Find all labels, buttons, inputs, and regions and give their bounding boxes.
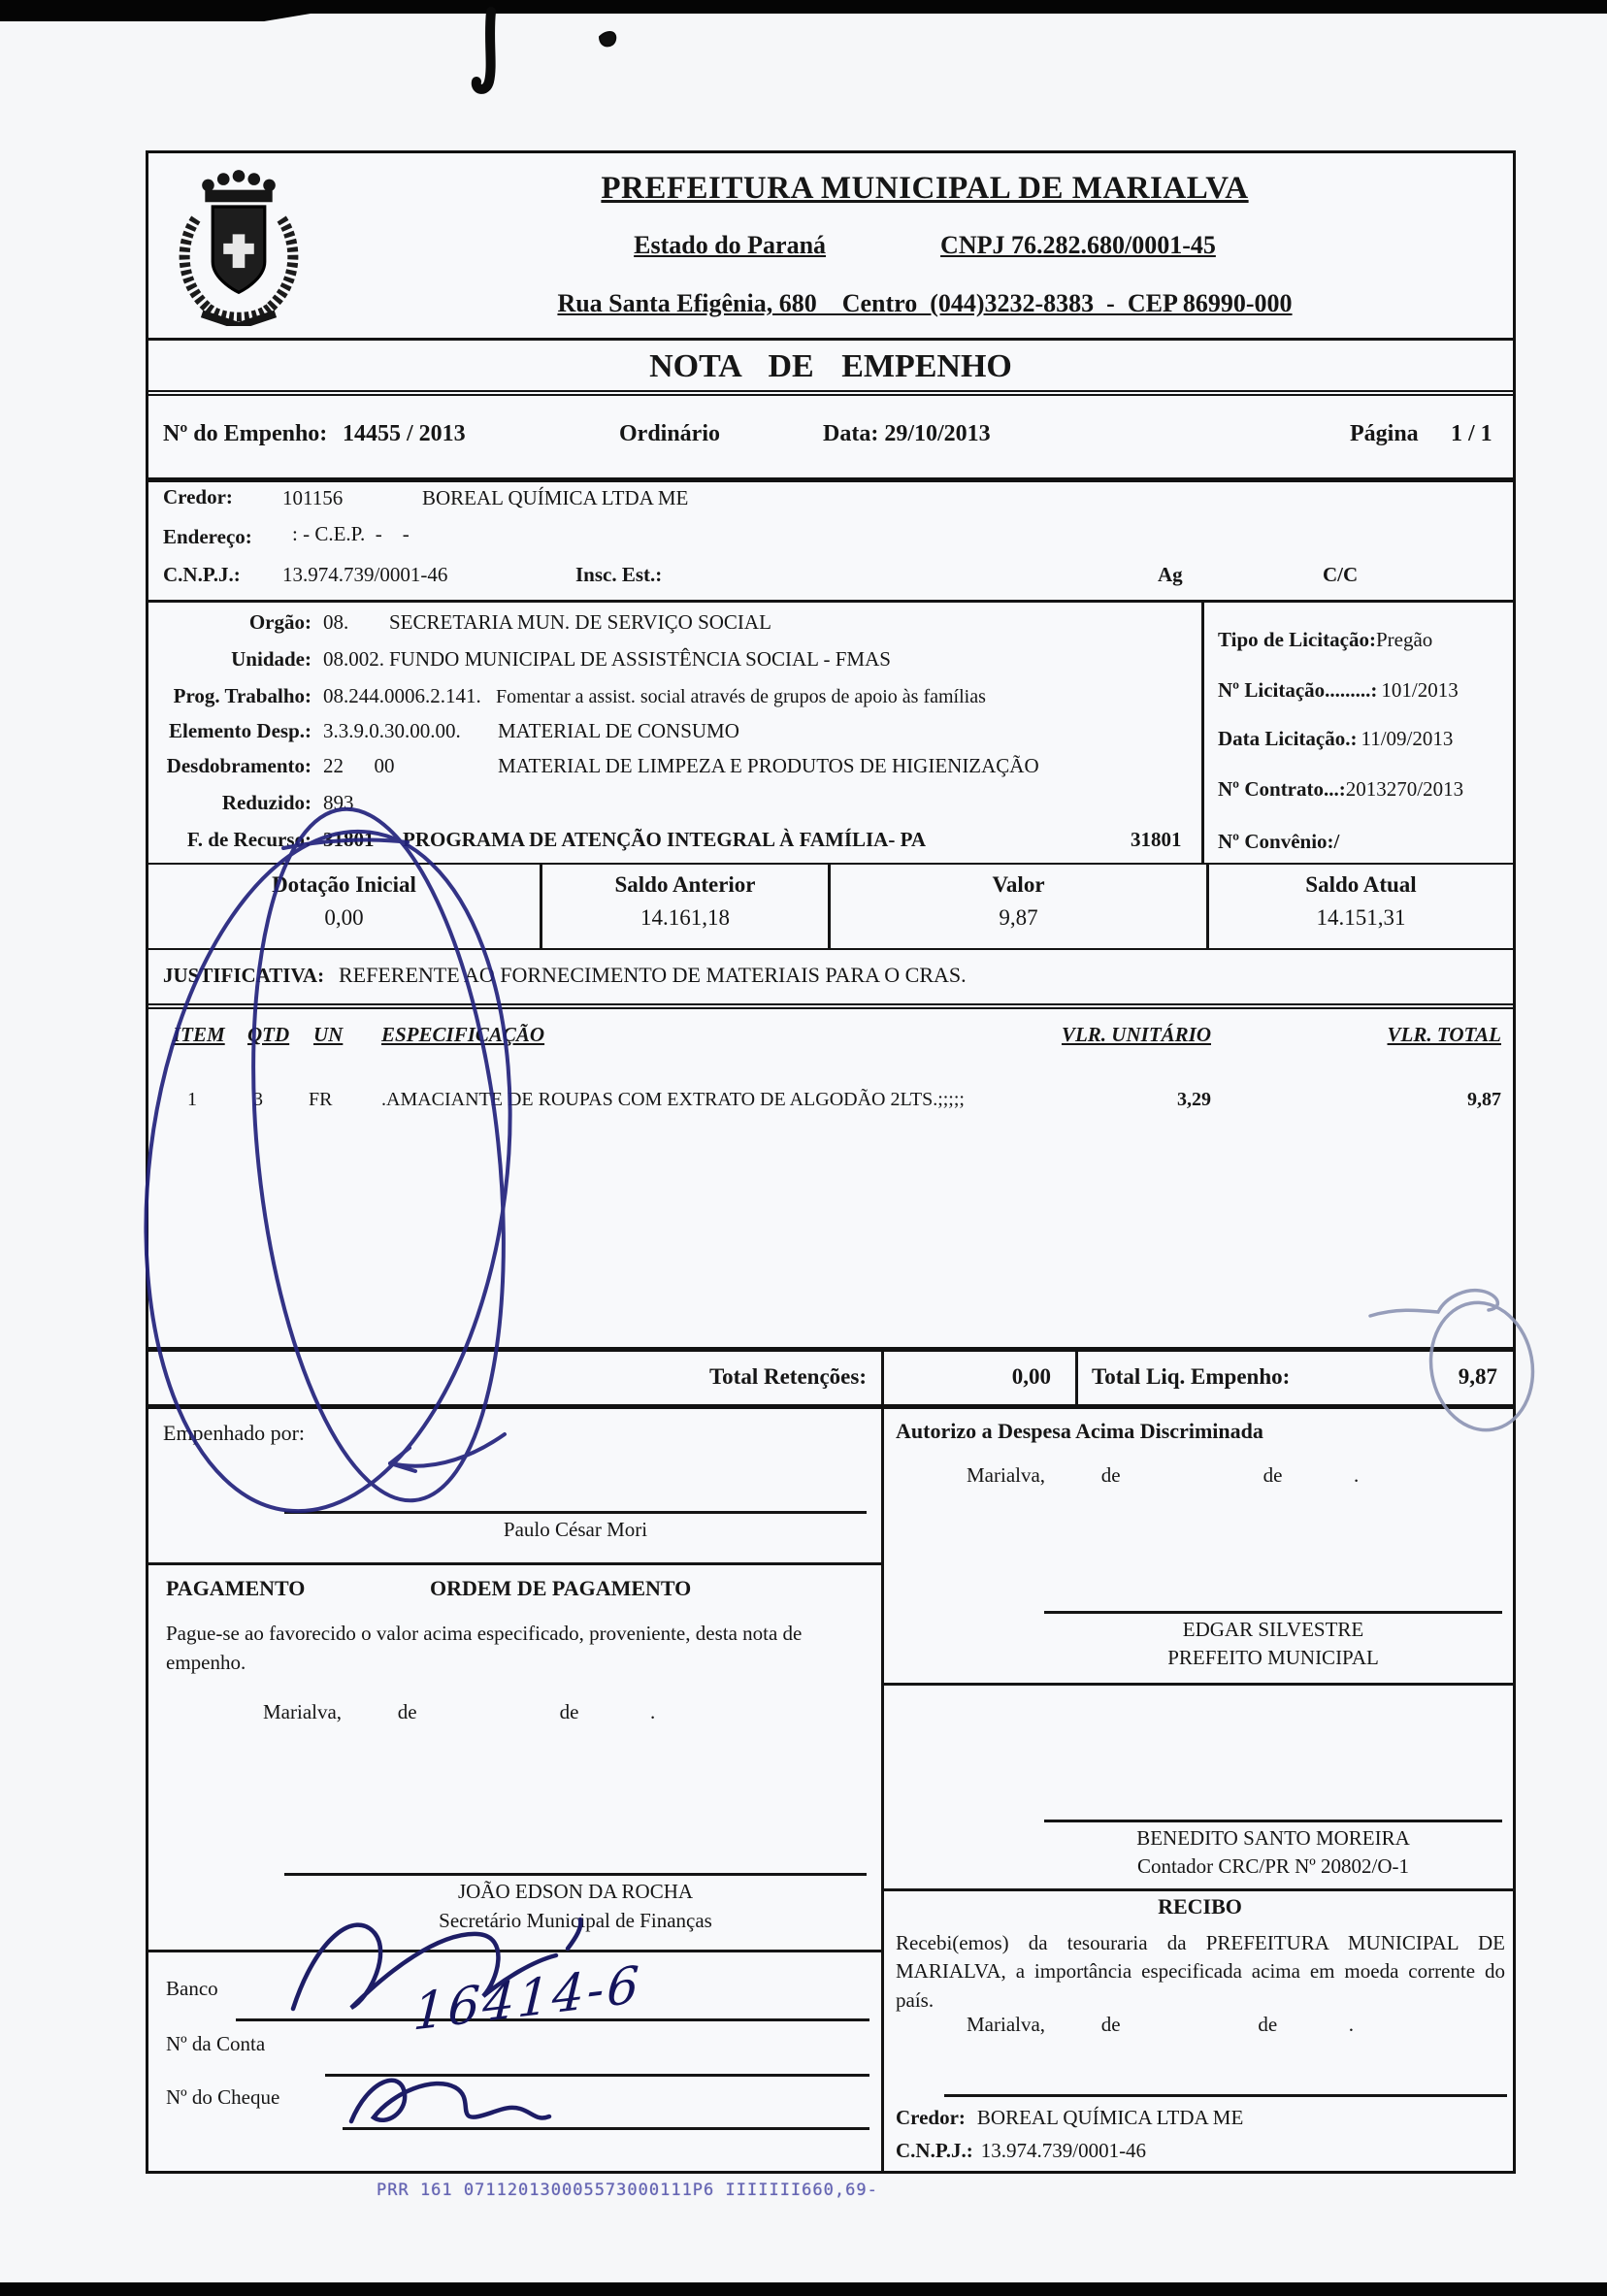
num-licitacao-value: 101/2013 <box>1381 678 1459 702</box>
col-vlr-total: VLR. TOTAL <box>1387 1023 1501 1046</box>
saldo-title: Saldo Anterior <box>614 872 756 897</box>
licitacao-box <box>1201 603 1513 863</box>
num-convenio <box>1218 830 1339 854</box>
budget-row-label: F. de Recurso: <box>186 828 312 851</box>
tipo-licitacao <box>1218 628 1432 652</box>
budget-row-code: 08.002. <box>323 647 384 671</box>
credor-label: Credor: <box>163 485 233 508</box>
recibo-cnpj-label: C.N.P.J.: <box>896 2139 973 2162</box>
budget-row-desc: Fomentar a assist. social através de grupos de apoio às famílias <box>496 686 986 707</box>
totais-row <box>148 1347 1513 1409</box>
col-especificacao: ESPECIFICAÇÃO <box>381 1023 545 1046</box>
credor-name: BOREAL QUÍMICA LTDA ME <box>422 486 689 509</box>
budget-row-code: 22 00 <box>323 754 395 777</box>
total-retencoes-value: 0,00 <box>1011 1364 1051 1389</box>
budget-row <box>148 610 1197 643</box>
header-title: PREFEITURA MUNICIPAL DE MARIALVA <box>601 171 1249 206</box>
insc-est-label: Insc. Est.: <box>575 563 663 586</box>
cheque-fill-line <box>343 2127 869 2130</box>
autorizo-title: Autorizo a Despesa Acima Discriminada <box>896 1419 1263 1443</box>
empenho-type: Ordinário <box>619 421 721 446</box>
budget-row-code: 31801 <box>323 828 375 851</box>
budget-row <box>148 647 1197 680</box>
handwritten-account-number: 16414-6 <box>411 1955 643 2043</box>
saldo-value: 9,87 <box>999 905 1038 930</box>
cnpj-label: C.N.P.J.: <box>163 563 241 586</box>
signature-name: BENEDITO SANTO MOREIRA <box>1136 1826 1410 1850</box>
budget-row <box>148 684 1197 717</box>
item-especificacao: .AMACIANTE DE ROUPAS COM EXTRATO DE ALGODÃO 2LTS.;;;;; <box>381 1089 965 1110</box>
credor-code: 101156 <box>282 486 344 509</box>
budget-row-code: 08. <box>323 610 349 634</box>
col-un: UN <box>313 1023 344 1046</box>
saldos-row <box>148 865 1513 950</box>
recibo-credor-label: Credor: <box>896 2106 966 2129</box>
budget-row <box>148 791 1197 824</box>
divider <box>884 1888 1516 1891</box>
page-label: Página <box>1350 421 1419 446</box>
num-contrato-value: 2013270/2013 <box>1345 777 1464 801</box>
endereco-value: : - C.E.P. - - <box>292 522 410 545</box>
lower-right-column <box>881 1409 1513 2171</box>
col-qtd: QTD <box>247 1023 290 1046</box>
empenho-date: Data: 29/10/2013 <box>823 421 991 446</box>
empenhado-por-label: Empenhado por: <box>163 1421 306 1445</box>
empenho-row <box>148 396 1513 482</box>
signature-line <box>1044 1611 1502 1614</box>
num-conta-label: Nº da Conta <box>166 2032 266 2055</box>
recibo-title: RECIBO <box>1158 1894 1242 1919</box>
col-vlr-unitario: VLR. UNITÁRIO <box>1061 1023 1211 1046</box>
municipal-coat-of-arms-logo <box>162 167 315 326</box>
num-cheque-label: Nº do Cheque <box>166 2085 280 2109</box>
budget-block <box>148 603 1513 865</box>
col-item: ITEM <box>173 1023 225 1046</box>
total-liq-label: Total Liq. Empenho: <box>1092 1364 1291 1389</box>
pagamento-title: PAGAMENTO <box>166 1576 306 1600</box>
item-un: FR <box>309 1089 333 1110</box>
signature-name: EDGAR SILVESTRE <box>1182 1618 1364 1641</box>
budget-row-label: Prog. Trabalho: <box>173 684 312 707</box>
budget-row-desc: MATERIAL DE LIMPEZA E PRODUTOS DE HIGIENIZAÇÃO <box>498 754 1039 777</box>
divider <box>884 1683 1516 1686</box>
budget-row-label: Unidade: <box>231 647 312 671</box>
total-liq-value: 9,87 <box>1458 1364 1497 1389</box>
page-number: 1 / 1 <box>1451 421 1492 446</box>
saldo-value: 14.151,31 <box>1316 905 1406 930</box>
signature-role: Contador CRC/PR Nº 20802/O-1 <box>1136 1854 1410 1878</box>
saldo-title: Dotação Inicial <box>272 872 416 897</box>
signature-line <box>284 1511 867 1514</box>
recibo-credor-value: BOREAL QUÍMICA LTDA ME <box>976 2106 1244 2129</box>
num-licitacao-label: Nº Licitação.........: <box>1218 678 1378 702</box>
tipo-licitacao-value: Pregão <box>1375 628 1433 651</box>
empenho-number: 14455 / 2013 <box>343 421 466 446</box>
scan-edge-corner <box>0 14 311 21</box>
pagamento-texto: Pague-se ao favorecido o valor acima especificado, proveniente, desta nota de empenho. <box>166 1622 803 1675</box>
total-retencoes-label: Total Retenções: <box>708 1364 867 1389</box>
budget-row-desc: SECRETARIA MUN. DE SERVIÇO SOCIAL <box>389 610 771 634</box>
empenho-number-label: Nº do Empenho: <box>163 421 328 446</box>
budget-row-code: 08.244.0006.2.141. <box>323 684 481 707</box>
num-contrato-label: Nº Contrato...: <box>1218 777 1346 801</box>
recibo-cnpj-line <box>896 2139 1146 2163</box>
budget-row-code: 3.3.9.0.30.00.00. <box>323 719 461 742</box>
credor-block <box>148 477 1513 603</box>
doc-title: NOTA DE EMPENHO <box>649 348 1012 384</box>
header-cnpj: CNPJ 76.282.680/0001-45 <box>940 231 1216 259</box>
budget-row <box>148 828 1197 861</box>
tipo-licitacao-label: Tipo de Licitação: <box>1218 628 1376 651</box>
budget-row <box>148 719 1197 752</box>
justificativa-row <box>148 950 1513 1003</box>
scan-edge-top <box>0 0 1607 14</box>
conta-corrente-label: C/C <box>1323 563 1359 586</box>
header-state: Estado do Paraná <box>634 231 827 259</box>
banco-label: Banco <box>166 1977 218 2000</box>
budget-row-label: Elemento Desp.: <box>169 719 312 742</box>
signature-line <box>1044 1820 1502 1822</box>
saldo-title: Saldo Atual <box>1305 872 1417 897</box>
header-address: Rua Santa Efigênia, 680 Centro (044)3232-8383 - CEP 86990-000 <box>557 289 1293 317</box>
saldo-value: 14.161,18 <box>640 905 730 930</box>
conta-fill-line <box>325 2074 869 2077</box>
saldo-cell <box>148 865 540 948</box>
item-vlr-unitario: 3,29 <box>1177 1089 1211 1110</box>
budget-row-desc: MATERIAL DE CONSUMO <box>498 719 739 742</box>
pagamento-data-line: Marialva, de de . <box>263 1700 656 1723</box>
signature-role: PREFEITO MUNICIPAL <box>1167 1646 1379 1669</box>
saldo-title: Valor <box>992 872 1045 897</box>
item-row <box>148 1089 1513 1120</box>
budget-row-desc: PROGRAMA DE ATENÇÃO INTEGRAL À FAMÍLIA- PA <box>403 828 927 851</box>
lower-area <box>148 1409 1513 2171</box>
form-header <box>148 153 1513 338</box>
signature-name: Paulo César Mori <box>503 1518 648 1541</box>
budget-row-code: 893 <box>323 791 354 814</box>
recibo-credor-line <box>896 2106 1243 2130</box>
data-licitacao-value: 11/09/2013 <box>1361 727 1454 750</box>
divider <box>148 1562 881 1565</box>
agencia-label: Ag <box>1158 563 1183 586</box>
budget-row-desc: FUNDO MUNICIPAL DE ASSISTÊNCIA SOCIAL - FMAS <box>389 647 891 671</box>
signature-role: Secretário Municipal de Finanças <box>439 1909 712 1932</box>
divider <box>148 1950 881 1952</box>
num-contrato <box>1218 777 1463 802</box>
item-number: 1 <box>187 1089 197 1110</box>
budget-row-label: Orgão: <box>248 610 312 634</box>
ordem-pagamento-title: ORDEM DE PAGAMENTO <box>430 1576 692 1600</box>
justificativa-label: JUSTIFICATIVA: <box>163 964 325 987</box>
budget-row-extra-code: 31801 <box>1131 828 1182 851</box>
item-qtd: 3 <box>253 1089 263 1110</box>
signature-line <box>284 1873 867 1876</box>
divider <box>881 1352 884 1404</box>
header-line2 <box>362 231 1488 260</box>
divider <box>1075 1352 1078 1404</box>
recibo-cnpj-value: 13.974.739/0001-46 <box>980 2139 1147 2162</box>
recibo-data-line: Marialva, de de . <box>967 2013 1354 2036</box>
lower-left-column <box>148 1409 881 2171</box>
endereco-label: Endereço: <box>163 525 252 548</box>
saldo-value: 0,00 <box>324 905 364 930</box>
itens-table <box>148 1003 1513 1347</box>
autorizo-data-line: Marialva, de de . <box>967 1463 1360 1487</box>
signature-name: JOÃO EDSON DA ROCHA <box>457 1880 694 1903</box>
scan-edge-bottom <box>0 2282 1607 2296</box>
doc-title-band <box>148 338 1513 396</box>
saldo-cell <box>1206 865 1513 948</box>
budget-row-label: Desdobramento: <box>166 754 312 777</box>
saldo-cell <box>540 865 828 948</box>
justificativa-text: REFERENTE AO FORNECIMENTO DE MATERIAIS PARA O CRAS. <box>339 963 967 987</box>
top-pen-mark <box>476 12 615 89</box>
saldo-cell <box>828 865 1206 948</box>
recibo-texto: Recebi(emos) da tesouraria da PREFEITURA MUNICIPAL DE MARIALVA, a importância especificada acima em moeda corrente do país. <box>896 1931 1505 2012</box>
budget-row <box>148 754 1197 787</box>
item-vlr-total: 9,87 <box>1467 1089 1501 1110</box>
divider <box>944 2094 1507 2097</box>
data-licitacao-label: Data Licitação.: <box>1218 727 1358 750</box>
itens-header-row <box>148 1023 1513 1054</box>
data-licitacao <box>1218 727 1453 751</box>
cnpj-value: 13.974.739/0001-46 <box>282 563 448 586</box>
budget-row-label: Reduzido: <box>221 791 312 814</box>
dot-matrix-validation-print: PRR 161 071120130005573000111P6 IIIIIII660,69- <box>377 2181 878 2200</box>
num-licitacao <box>1218 678 1459 703</box>
nota-de-empenho-form <box>146 150 1516 2174</box>
num-convenio-label: Nº Convênio:/ <box>1218 830 1340 853</box>
